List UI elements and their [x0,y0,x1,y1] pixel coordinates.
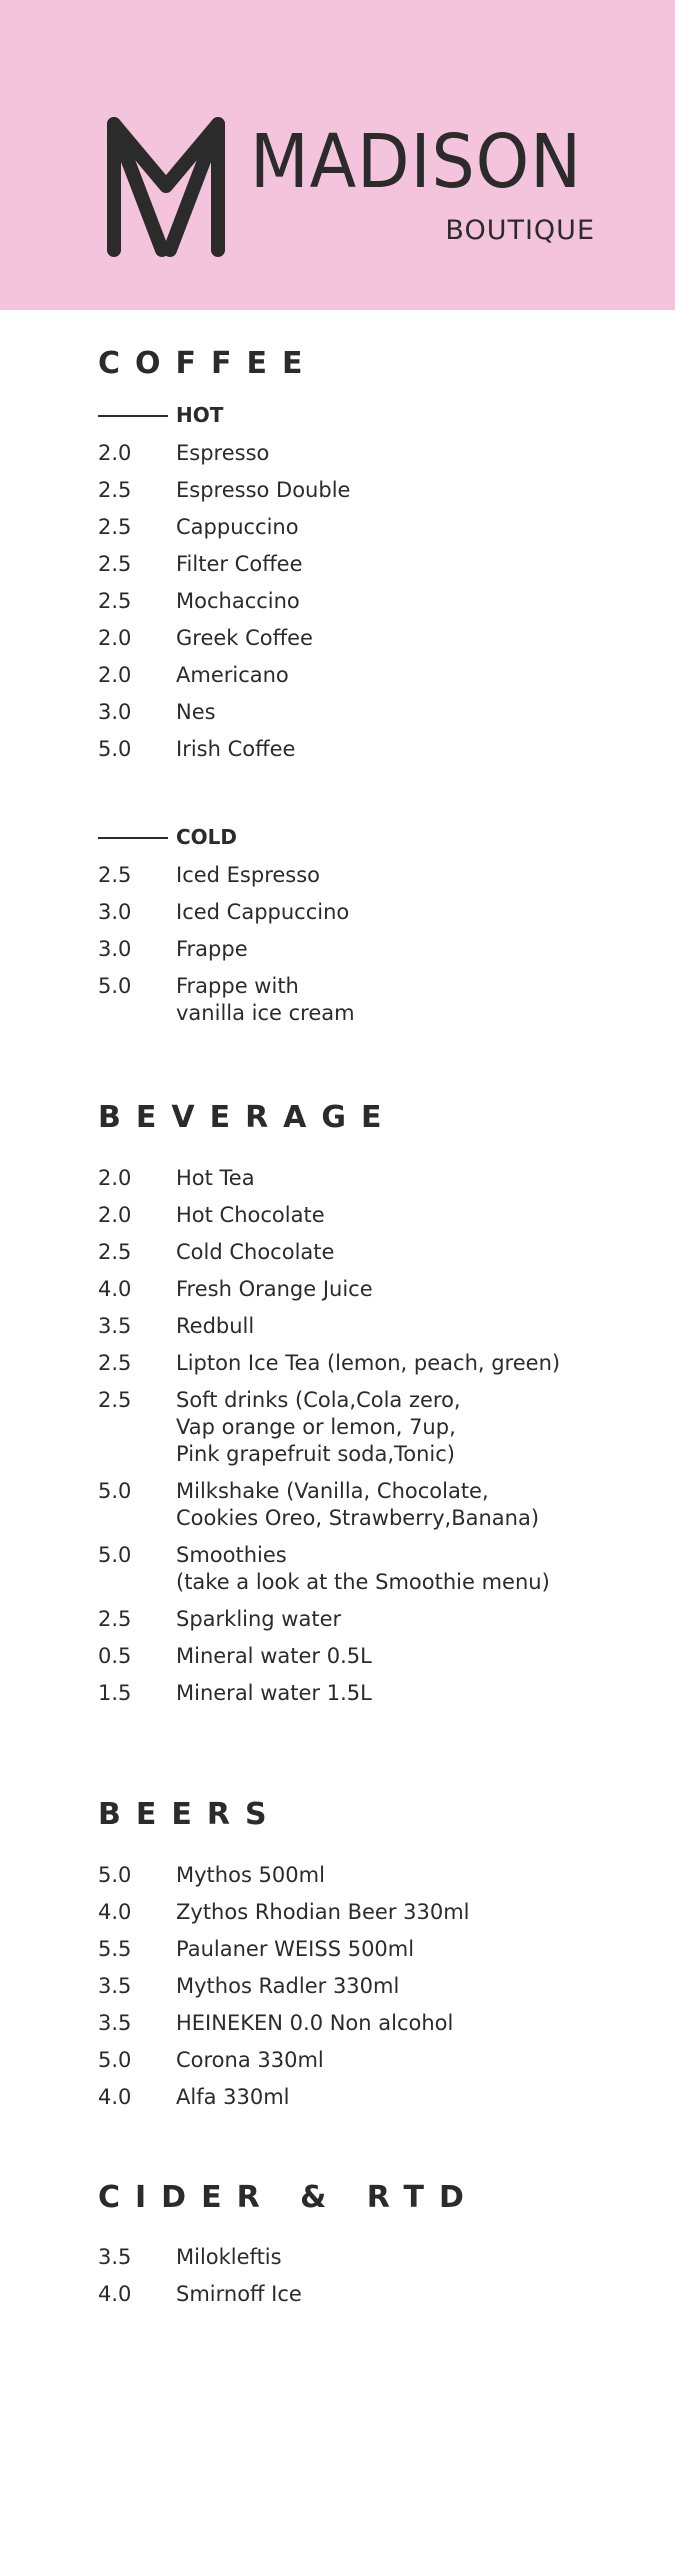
item-name: Alfa 330ml [176,2085,290,2109]
menu-item [98,588,658,615]
menu-item [98,1313,658,1340]
item-price: 5.5 [98,1937,132,1961]
item-price: 3.5 [98,2245,132,2269]
item-price: 4.0 [98,2085,132,2109]
menu-item [98,1478,658,1532]
item-name: Iced Cappuccino [176,900,350,924]
menu-item [98,2244,658,2271]
item-name: Mineral water 1.5L [176,1681,372,1705]
menu-item [98,477,658,504]
item-price: 5.0 [98,2048,132,2072]
item-price: 3.0 [98,937,132,961]
menu-item [98,1276,658,1303]
item-price: 5.0 [98,737,132,761]
item-name: Nes [176,700,216,724]
divider-line [98,415,168,417]
menu-item [98,514,658,541]
item-price: 4.0 [98,2282,132,2306]
item-name: Frappe with vanilla ice cream [176,974,355,1025]
item-price: 5.0 [98,1543,132,1567]
section-title-coffee: COFFEE [98,346,318,381]
item-name: Sparkling water [176,1607,342,1631]
menu-item [98,862,658,889]
item-name: Zythos Rhodian Beer 330ml [176,1900,470,1924]
item-price: 5.0 [98,974,132,998]
item-name: Greek Coffee [176,626,313,650]
item-name: Milkshake (Vanilla, Chocolate, Cookies Oreo, Strawberry,Banana) [176,1479,540,1530]
menu-item [98,551,658,578]
item-price: 2.5 [98,1388,132,1412]
menu-item [98,1973,658,2000]
menu-item [98,2084,658,2111]
menu-item [98,1862,658,1889]
item-price: 2.5 [98,1607,132,1631]
item-price: 2.0 [98,626,132,650]
item-price: 4.0 [98,1277,132,1301]
menu-item [98,2047,658,2074]
item-name: Espresso Double [176,478,351,502]
menu-list-cold-coffee [98,862,658,1037]
item-price: 2.5 [98,863,132,887]
menu-item [98,1680,658,1707]
section-title-beers: BEERS [98,1797,282,1832]
madison-m-monogram-icon [104,110,229,260]
item-name: Redbull [176,1314,255,1338]
item-name: Americano [176,663,289,687]
menu-item [98,1350,658,1377]
menu-item [98,662,658,689]
item-name: Mythos 500ml [176,1863,325,1887]
item-name: Mythos Radler 330ml [176,1974,400,1998]
item-name: Milokleftis [176,2245,282,2269]
item-price: 3.5 [98,2011,132,2035]
item-price: 2.5 [98,1351,132,1375]
item-name: Lipton Ice Tea (lemon, peach, green) [176,1351,561,1375]
menu-item [98,936,658,963]
item-name: Soft drinks (Cola,Cola zero, Vap orange or lemon, 7up, Pink grapefruit soda,Tonic) [176,1388,461,1466]
item-name: Corona 330ml [176,2048,324,2072]
menu-item [98,1542,658,1596]
item-name: HEINEKEN 0.0 Non alcohol [176,2011,454,2035]
sub-label-text: COLD [176,825,238,849]
menu-item [98,736,658,763]
item-price: 2.5 [98,515,132,539]
brand-subtitle: BOUTIQUE [445,215,595,246]
menu-item [98,1202,658,1229]
menu-item [98,899,658,926]
item-name: Espresso [176,441,270,465]
item-name: Iced Espresso [176,863,321,887]
item-price: 2.5 [98,552,132,576]
item-name: Frappe [176,937,248,961]
brand-name: MADISON [250,119,582,205]
menu-item [98,1387,658,1468]
menu-item [98,1239,658,1266]
item-price: 0.5 [98,1644,132,1668]
menu-list-beverage [98,1165,658,1717]
item-price: 5.0 [98,1479,132,1503]
item-name: Mineral water 0.5L [176,1644,372,1668]
item-name: Filter Coffee [176,552,303,576]
item-name: Mochaccino [176,589,300,613]
menu-list-hot-coffee [98,440,658,773]
sub-label-hot [98,400,398,430]
menu-item [98,625,658,652]
item-name: Cold Chocolate [176,1240,335,1264]
item-name: Hot Chocolate [176,1203,325,1227]
menu-list-cider-rtd [98,2244,658,2318]
brand-logo [104,110,595,260]
item-price: 2.0 [98,441,132,465]
menu-item [98,699,658,726]
item-price: 1.5 [98,1681,132,1705]
item-price: 5.0 [98,1863,132,1887]
menu-item [98,973,658,1027]
item-price: 2.0 [98,663,132,687]
item-name: Irish Coffee [176,737,296,761]
menu-item [98,2281,658,2308]
item-price: 4.0 [98,1900,132,1924]
item-name: Cappuccino [176,515,299,539]
item-name: Fresh Orange Juice [176,1277,373,1301]
divider-line [98,837,168,839]
item-price: 2.5 [98,589,132,613]
item-price: 2.5 [98,1240,132,1264]
sub-label-cold [98,822,398,852]
item-price: 3.0 [98,900,132,924]
item-price: 3.0 [98,700,132,724]
menu-item [98,1899,658,1926]
menu-item [98,1165,658,1192]
menu-item [98,1936,658,1963]
menu-list-beers [98,1862,658,2121]
header-banner [0,0,675,310]
menu-item [98,1606,658,1633]
item-price: 2.0 [98,1166,132,1190]
item-name: Smirnoff Ice [176,2282,302,2306]
item-name: Hot Tea [176,1166,255,1190]
item-price: 3.5 [98,1974,132,1998]
sub-label-text: HOT [176,403,224,427]
item-price: 3.5 [98,1314,132,1338]
section-title-beverage: BEVERAGE [98,1100,397,1135]
item-price: 2.5 [98,478,132,502]
item-name: Smoothies (take a look at the Smoothie menu) [176,1543,550,1594]
menu-item [98,1643,658,1670]
menu-item [98,440,658,467]
item-name: Paulaner WEISS 500ml [176,1937,415,1961]
menu-item [98,2010,658,2037]
section-title-cider-rtd: CIDER & RTD [98,2180,479,2215]
item-price: 2.0 [98,1203,132,1227]
